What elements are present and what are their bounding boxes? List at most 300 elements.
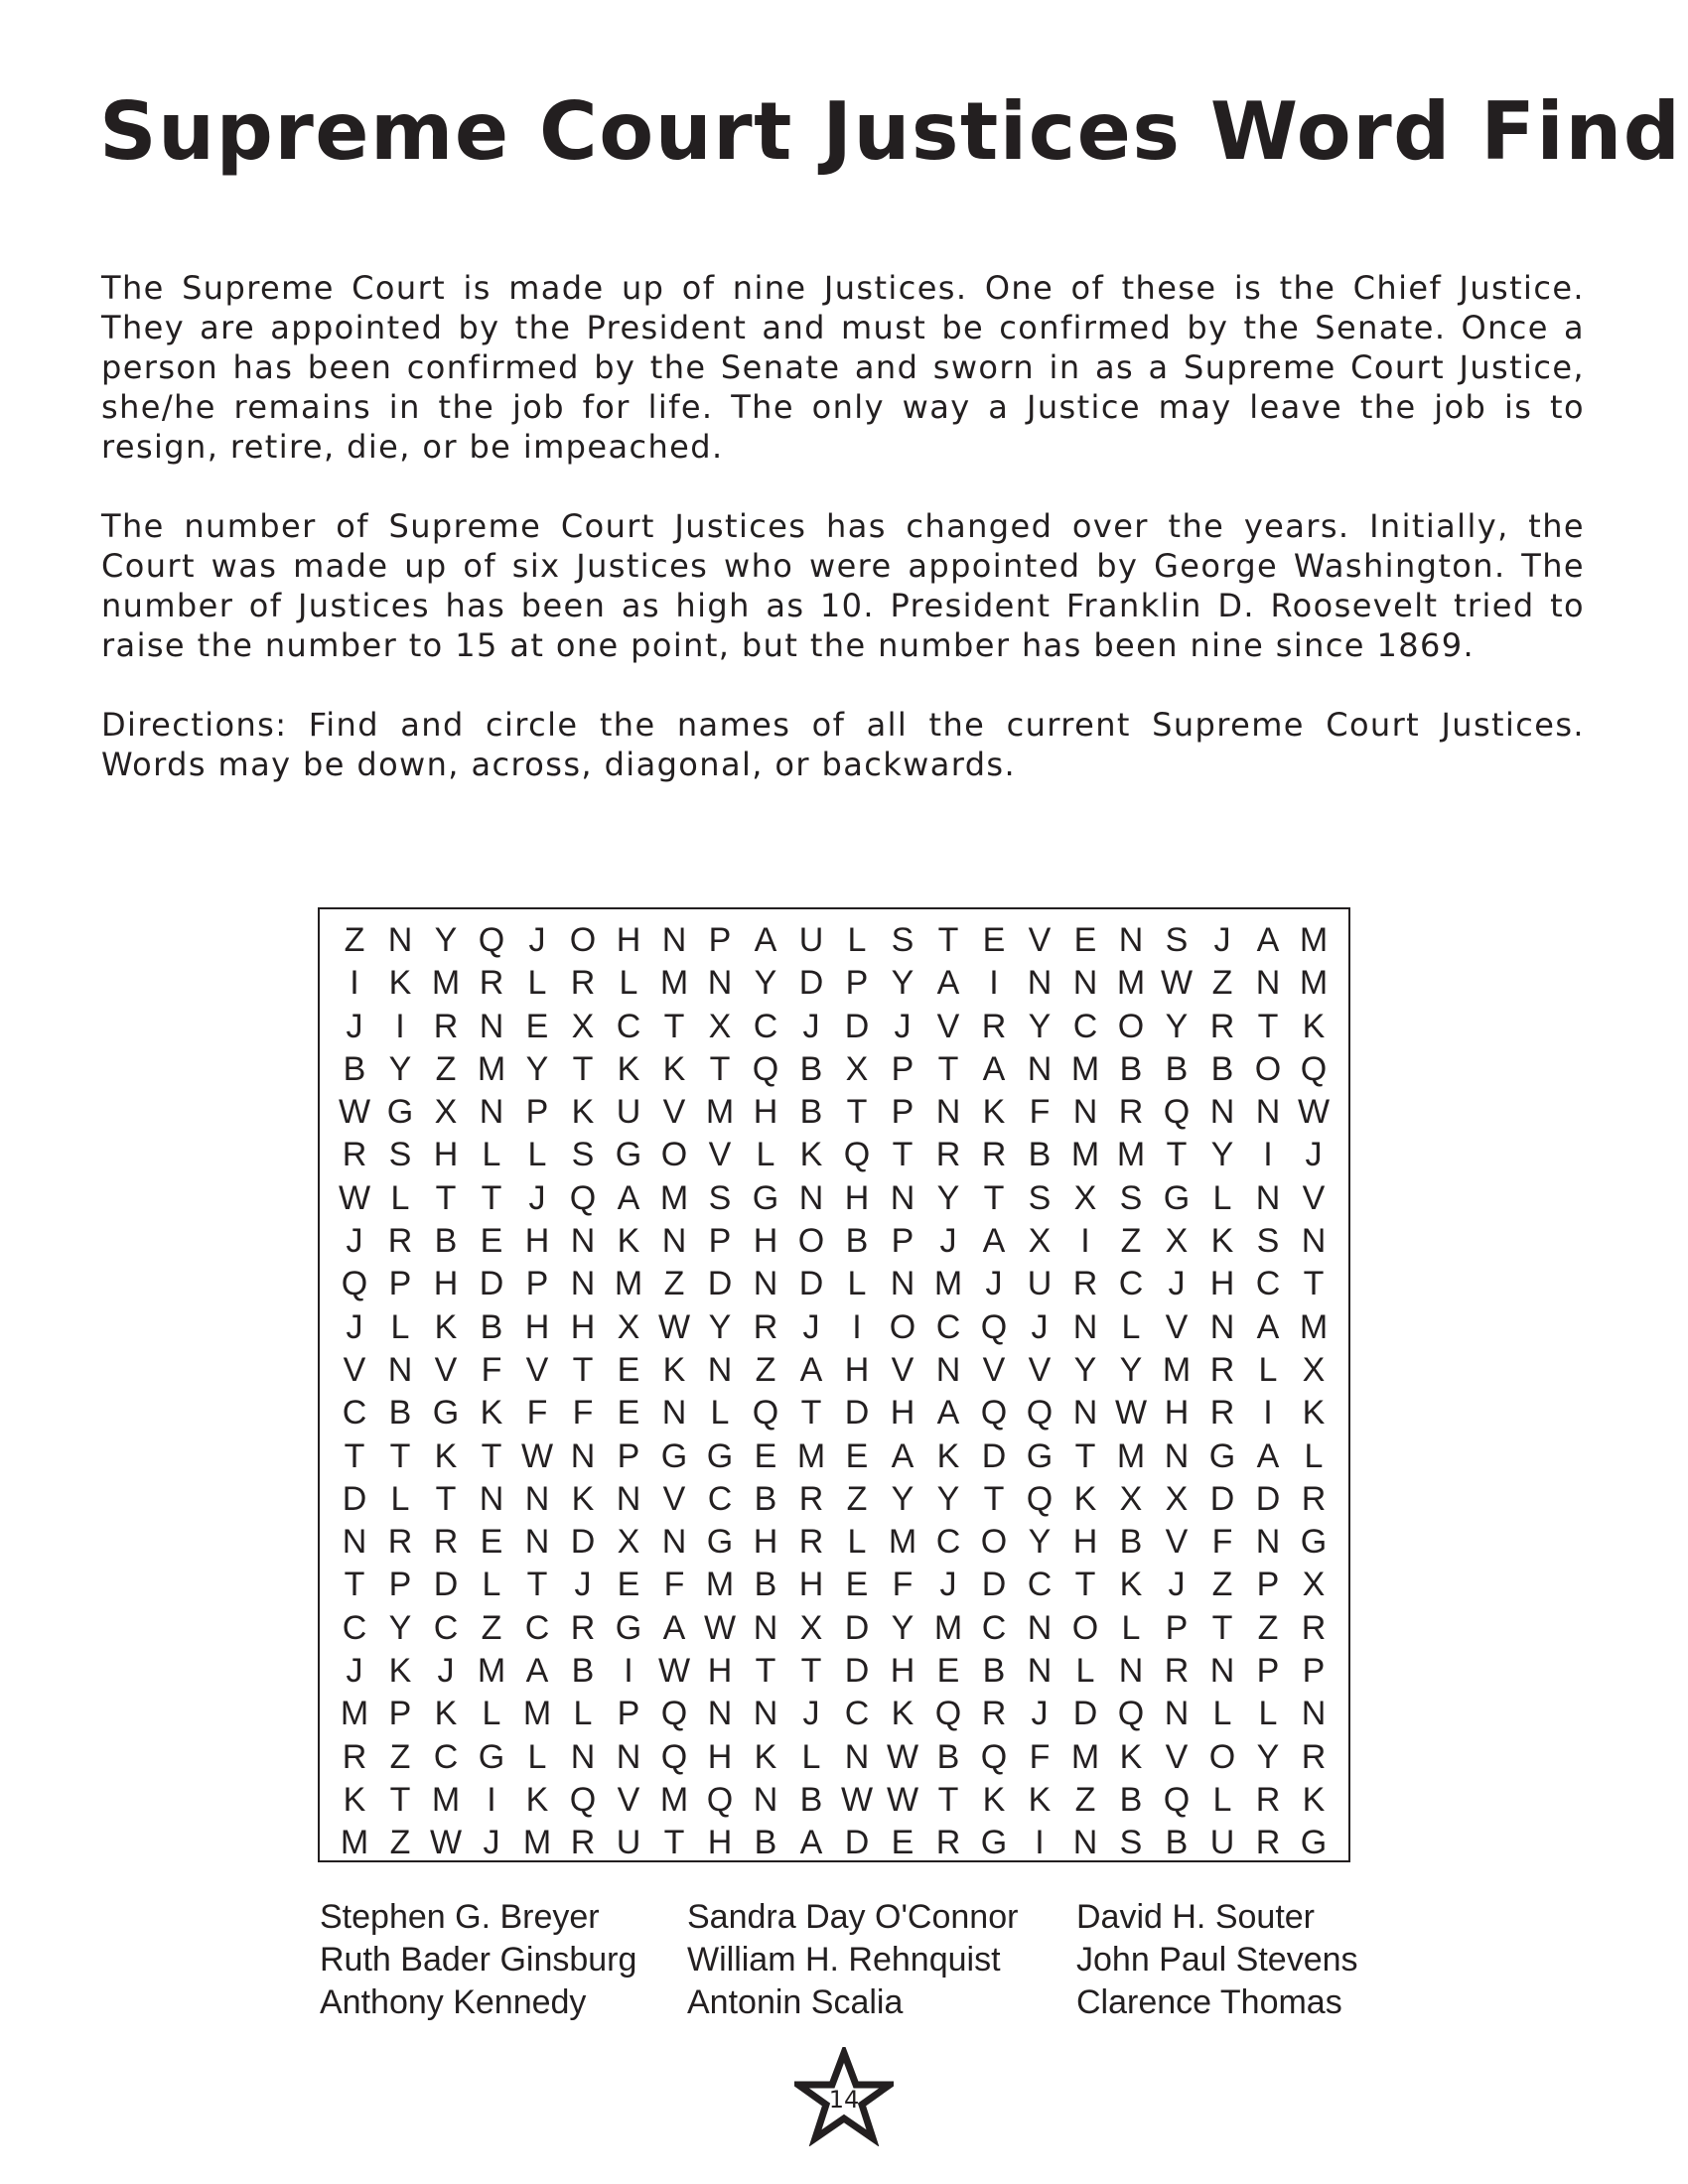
grid-letter[interactable]: X — [1165, 1479, 1189, 1518]
grid-letter[interactable]: D — [798, 964, 824, 1003]
grid-letter[interactable]: K — [1119, 1566, 1143, 1604]
grid-letter[interactable]: L — [390, 1178, 410, 1217]
grid-letter[interactable]: L — [482, 1136, 501, 1174]
grid-letter[interactable]: M — [522, 1695, 552, 1733]
grid-letter[interactable]: C — [342, 1394, 367, 1433]
grid-letter[interactable]: Y — [1028, 1523, 1052, 1562]
grid-letter[interactable]: B — [799, 1780, 823, 1819]
grid-letter[interactable]: N — [1072, 1824, 1098, 1862]
grid-letter[interactable]: D — [570, 1523, 596, 1562]
grid-letter[interactable]: X — [799, 1608, 823, 1647]
grid-letter[interactable]: N — [661, 1222, 687, 1261]
grid-letter[interactable]: Q — [980, 1394, 1008, 1433]
grid-letter[interactable]: Z — [846, 1479, 868, 1518]
grid-letter[interactable]: N — [570, 1436, 596, 1475]
grid-letter[interactable]: N — [524, 1479, 550, 1518]
grid-letter[interactable]: T — [937, 921, 959, 959]
grid-letter[interactable]: C — [935, 1307, 961, 1346]
grid-letter[interactable]: V — [434, 1350, 458, 1389]
grid-letter[interactable]: R — [1255, 1780, 1281, 1819]
grid-letter[interactable]: T — [937, 1780, 959, 1819]
grid-letter[interactable]: M — [614, 1265, 643, 1303]
grid-letter[interactable]: U — [616, 1093, 641, 1132]
grid-letter[interactable]: B — [1165, 1824, 1189, 1862]
grid-letter[interactable]: G — [1208, 1436, 1236, 1475]
grid-letter[interactable]: R — [433, 1007, 459, 1045]
grid-letter[interactable]: E — [891, 1824, 914, 1862]
grid-letter[interactable]: Y — [434, 921, 458, 959]
grid-letter[interactable]: H — [890, 1652, 915, 1691]
grid-letter[interactable]: Z — [1120, 1222, 1142, 1261]
grid-letter[interactable]: J — [1168, 1566, 1186, 1604]
grid-letter[interactable]: K — [891, 1695, 914, 1733]
grid-letter[interactable]: M — [888, 1523, 917, 1562]
grid-letter[interactable]: L — [1121, 1608, 1141, 1647]
grid-letter[interactable]: V — [1028, 921, 1052, 959]
grid-letter[interactable]: S — [1119, 1178, 1143, 1217]
grid-letter[interactable]: C — [616, 1007, 641, 1045]
grid-letter[interactable]: N — [798, 1178, 824, 1217]
grid-letter[interactable]: O — [569, 921, 597, 959]
grid-letter[interactable]: A — [982, 1222, 1006, 1261]
grid-letter[interactable]: F — [1029, 1093, 1051, 1132]
grid-letter[interactable]: P — [1256, 1652, 1280, 1691]
grid-letter[interactable]: Q — [843, 1136, 871, 1174]
grid-letter[interactable]: H — [753, 1523, 778, 1562]
grid-letter[interactable]: N — [1301, 1695, 1327, 1733]
grid-letter[interactable]: N — [1072, 1307, 1098, 1346]
grid-letter[interactable]: N — [387, 1350, 413, 1389]
grid-letter[interactable]: V — [708, 1136, 732, 1174]
grid-letter[interactable]: R — [1301, 1479, 1327, 1518]
grid-letter[interactable]: N — [1209, 1652, 1235, 1691]
grid-letter[interactable]: L — [756, 1136, 775, 1174]
grid-letter[interactable]: E — [845, 1566, 869, 1604]
grid-letter[interactable]: K — [1028, 1780, 1052, 1819]
grid-letter[interactable]: J — [346, 1222, 363, 1261]
grid-letter[interactable]: T — [937, 1049, 959, 1088]
grid-letter[interactable]: T — [892, 1136, 914, 1174]
grid-letter[interactable]: X — [845, 1049, 869, 1088]
grid-letter[interactable]: V — [617, 1780, 640, 1819]
grid-letter[interactable]: A — [982, 1049, 1006, 1088]
grid-letter[interactable]: L — [1258, 1695, 1278, 1733]
grid-letter[interactable]: L — [1212, 1178, 1232, 1217]
grid-letter[interactable]: J — [1031, 1695, 1049, 1733]
grid-letter[interactable]: K — [982, 1093, 1006, 1132]
grid-letter[interactable]: Z — [1211, 964, 1233, 1003]
grid-letter[interactable]: M — [659, 964, 689, 1003]
grid-letter[interactable]: X — [617, 1307, 640, 1346]
grid-letter[interactable]: T — [663, 1007, 685, 1045]
grid-letter[interactable]: Y — [1119, 1350, 1143, 1389]
grid-letter[interactable]: M — [340, 1695, 369, 1733]
grid-letter[interactable]: Q — [1026, 1394, 1054, 1433]
grid-letter[interactable]: G — [1163, 1178, 1191, 1217]
grid-letter[interactable]: N — [661, 1523, 687, 1562]
grid-letter[interactable]: P — [845, 964, 869, 1003]
grid-letter[interactable]: R — [753, 1307, 778, 1346]
grid-letter[interactable]: C — [935, 1523, 961, 1562]
grid-letter[interactable]: N — [1118, 921, 1144, 959]
grid-letter[interactable]: F — [892, 1566, 914, 1604]
grid-letter[interactable]: N — [1209, 1093, 1235, 1132]
grid-letter[interactable]: P — [1302, 1652, 1326, 1691]
grid-letter[interactable]: I — [395, 1007, 405, 1045]
grid-letter[interactable]: Q — [1163, 1780, 1191, 1819]
grid-letter[interactable]: T — [983, 1479, 1005, 1518]
grid-letter[interactable]: K — [936, 1436, 960, 1475]
grid-letter[interactable]: A — [1256, 1307, 1280, 1346]
grid-letter[interactable]: N — [570, 1265, 596, 1303]
grid-letter[interactable]: Q — [660, 1737, 688, 1776]
grid-letter[interactable]: X — [1302, 1566, 1326, 1604]
grid-letter[interactable]: L — [847, 1265, 867, 1303]
grid-letter[interactable]: H — [1072, 1523, 1098, 1562]
grid-letter[interactable]: H — [433, 1136, 459, 1174]
grid-letter[interactable]: S — [1028, 1178, 1052, 1217]
grid-letter[interactable]: D — [844, 1652, 870, 1691]
grid-letter[interactable]: J — [985, 1265, 1003, 1303]
grid-letter[interactable]: Z — [435, 1049, 457, 1088]
grid-letter[interactable]: M — [1070, 1737, 1100, 1776]
grid-letter[interactable]: N — [661, 921, 687, 959]
grid-letter[interactable]: J — [1213, 921, 1231, 959]
grid-letter[interactable]: R — [1164, 1652, 1190, 1691]
grid-letter[interactable]: M — [933, 1265, 963, 1303]
grid-letter[interactable]: N — [890, 1265, 915, 1303]
grid-letter[interactable]: K — [1073, 1479, 1097, 1518]
grid-letter[interactable]: N — [342, 1523, 367, 1562]
grid-letter[interactable]: V — [982, 1350, 1006, 1389]
grid-letter[interactable]: T — [1074, 1436, 1096, 1475]
grid-letter[interactable]: E — [845, 1436, 869, 1475]
grid-letter[interactable]: Z — [481, 1608, 502, 1647]
grid-letter[interactable]: G — [478, 1737, 505, 1776]
grid-letter[interactable]: C — [524, 1608, 550, 1647]
grid-letter[interactable]: V — [936, 1007, 960, 1045]
grid-letter[interactable]: Y — [1165, 1007, 1189, 1045]
grid-letter[interactable]: Q — [569, 1780, 597, 1819]
grid-letter[interactable]: J — [346, 1307, 363, 1346]
grid-letter[interactable]: R — [342, 1136, 367, 1174]
grid-letter[interactable]: O — [980, 1523, 1008, 1562]
grid-letter[interactable]: S — [891, 921, 914, 959]
grid-letter[interactable]: K — [480, 1394, 503, 1433]
grid-letter[interactable]: A — [754, 921, 777, 959]
grid-letter[interactable]: Q — [1117, 1695, 1145, 1733]
grid-letter[interactable]: A — [799, 1350, 823, 1389]
grid-letter[interactable]: P — [388, 1566, 412, 1604]
grid-letter[interactable]: J — [894, 1007, 912, 1045]
grid-letter[interactable]: K — [343, 1780, 366, 1819]
grid-letter[interactable]: V — [1165, 1737, 1189, 1776]
grid-letter[interactable]: P — [708, 1222, 732, 1261]
grid-letter[interactable]: R — [1072, 1265, 1098, 1303]
grid-letter[interactable]: L — [1075, 1652, 1095, 1691]
grid-letter[interactable]: L — [847, 1523, 867, 1562]
grid-letter[interactable]: Y — [1210, 1136, 1234, 1174]
grid-letter[interactable]: Y — [891, 1608, 914, 1647]
grid-letter[interactable]: W — [1297, 1093, 1331, 1132]
grid-letter[interactable]: M — [1116, 1436, 1146, 1475]
grid-letter[interactable]: X — [1028, 1222, 1052, 1261]
grid-letter[interactable]: M — [796, 1436, 826, 1475]
grid-letter[interactable]: L — [1212, 1695, 1232, 1733]
grid-letter[interactable]: N — [1255, 964, 1281, 1003]
grid-letter[interactable]: G — [432, 1394, 460, 1433]
grid-letter[interactable]: E — [617, 1566, 640, 1604]
grid-letter[interactable]: X — [1073, 1178, 1097, 1217]
grid-letter[interactable]: E — [1073, 921, 1097, 959]
grid-letter[interactable]: N — [707, 964, 733, 1003]
grid-letter[interactable]: N — [753, 1695, 778, 1733]
grid-letter[interactable]: J — [346, 1007, 363, 1045]
grid-letter[interactable]: I — [1263, 1136, 1273, 1174]
grid-letter[interactable]: Y — [525, 1049, 549, 1088]
grid-letter[interactable]: B — [1028, 1136, 1052, 1174]
grid-letter[interactable]: Q — [1026, 1479, 1054, 1518]
grid-letter[interactable]: P — [617, 1695, 640, 1733]
grid-letter[interactable]: N — [479, 1479, 504, 1518]
grid-letter[interactable]: H — [570, 1307, 596, 1346]
grid-letter[interactable]: X — [1302, 1350, 1326, 1389]
grid-letter[interactable]: N — [1301, 1222, 1327, 1261]
grid-letter[interactable]: L — [1304, 1436, 1324, 1475]
grid-letter[interactable]: T — [435, 1479, 457, 1518]
grid-letter[interactable]: M — [705, 1566, 735, 1604]
grid-letter[interactable]: V — [343, 1350, 366, 1389]
grid-letter[interactable]: K — [754, 1737, 777, 1776]
grid-letter[interactable]: N — [935, 1093, 961, 1132]
grid-letter[interactable]: N — [1255, 1093, 1281, 1132]
grid-letter[interactable]: T — [481, 1178, 502, 1217]
grid-letter[interactable]: T — [709, 1049, 731, 1088]
grid-letter[interactable]: I — [1263, 1394, 1273, 1433]
grid-letter[interactable]: N — [1209, 1307, 1235, 1346]
grid-letter[interactable]: U — [798, 921, 824, 959]
grid-letter[interactable]: H — [890, 1394, 915, 1433]
grid-letter[interactable]: K — [982, 1780, 1006, 1819]
grid-letter[interactable]: H — [1164, 1394, 1190, 1433]
grid-letter[interactable]: R — [570, 964, 596, 1003]
grid-letter[interactable]: H — [524, 1307, 550, 1346]
grid-letter[interactable]: B — [1119, 1523, 1143, 1562]
grid-letter[interactable]: Y — [1256, 1737, 1280, 1776]
grid-letter[interactable]: D — [433, 1566, 459, 1604]
grid-letter[interactable]: Q — [934, 1695, 962, 1733]
grid-letter[interactable]: R — [479, 964, 504, 1003]
grid-letter[interactable]: V — [1165, 1307, 1189, 1346]
grid-letter[interactable]: J — [1031, 1307, 1049, 1346]
grid-letter[interactable]: V — [1165, 1523, 1189, 1562]
grid-letter[interactable]: R — [570, 1608, 596, 1647]
grid-letter[interactable]: E — [617, 1394, 640, 1433]
grid-letter[interactable]: D — [479, 1265, 504, 1303]
grid-letter[interactable]: Z — [1257, 1608, 1279, 1647]
grid-letter[interactable]: N — [753, 1608, 778, 1647]
grid-letter[interactable]: V — [525, 1350, 549, 1389]
grid-letter[interactable]: K — [617, 1049, 640, 1088]
grid-letter[interactable]: Q — [569, 1178, 597, 1217]
grid-letter[interactable]: N — [570, 1737, 596, 1776]
grid-letter[interactable]: S — [1119, 1824, 1143, 1862]
grid-letter[interactable]: B — [571, 1652, 595, 1691]
grid-letter[interactable]: X — [571, 1007, 595, 1045]
grid-letter[interactable]: N — [616, 1737, 641, 1776]
grid-letter[interactable]: W — [657, 1652, 691, 1691]
grid-letter[interactable]: T — [1303, 1265, 1325, 1303]
grid-letter[interactable]: N — [616, 1479, 641, 1518]
grid-letter[interactable]: C — [1118, 1265, 1144, 1303]
grid-letter[interactable]: T — [800, 1394, 822, 1433]
grid-letter[interactable]: R — [1209, 1350, 1235, 1389]
grid-letter[interactable]: J — [346, 1652, 363, 1691]
grid-letter[interactable]: O — [1071, 1608, 1099, 1647]
grid-letter[interactable]: S — [708, 1178, 732, 1217]
grid-letter[interactable]: R — [387, 1222, 413, 1261]
grid-letter[interactable]: G — [1300, 1824, 1328, 1862]
grid-letter[interactable]: M — [522, 1824, 552, 1862]
grid-letter[interactable]: G — [1026, 1436, 1054, 1475]
grid-letter[interactable]: T — [1166, 1136, 1188, 1174]
grid-letter[interactable]: Y — [1028, 1007, 1052, 1045]
grid-letter[interactable]: C — [753, 1007, 778, 1045]
grid-letter[interactable]: X — [1165, 1222, 1189, 1261]
grid-letter[interactable]: L — [1258, 1350, 1278, 1389]
grid-letter[interactable]: J — [1305, 1136, 1323, 1174]
grid-letter[interactable]: K — [1302, 1780, 1326, 1819]
grid-letter[interactable]: R — [981, 1136, 1007, 1174]
grid-letter[interactable]: K — [388, 964, 412, 1003]
grid-letter[interactable]: K — [1210, 1222, 1234, 1261]
grid-letter[interactable]: D — [1072, 1695, 1098, 1733]
grid-letter[interactable]: I — [989, 964, 999, 1003]
grid-letter[interactable]: T — [389, 1436, 411, 1475]
grid-letter[interactable]: M — [1116, 1136, 1146, 1174]
grid-letter[interactable]: J — [802, 1695, 820, 1733]
grid-letter[interactable]: F — [572, 1394, 594, 1433]
grid-letter[interactable]: Y — [936, 1479, 960, 1518]
grid-letter[interactable]: J — [1168, 1265, 1186, 1303]
grid-letter[interactable]: K — [571, 1479, 595, 1518]
grid-letter[interactable]: L — [801, 1737, 821, 1776]
grid-letter[interactable]: M — [659, 1178, 689, 1217]
grid-letter[interactable]: H — [798, 1566, 824, 1604]
grid-letter[interactable]: F — [663, 1566, 685, 1604]
grid-letter[interactable]: R — [798, 1479, 824, 1518]
grid-letter[interactable]: C — [1255, 1265, 1281, 1303]
grid-letter[interactable]: A — [936, 964, 960, 1003]
grid-letter[interactable]: F — [481, 1350, 502, 1389]
grid-letter[interactable]: J — [939, 1222, 957, 1261]
grid-letter[interactable]: Q — [660, 1695, 688, 1733]
grid-letter[interactable]: J — [802, 1007, 820, 1045]
grid-letter[interactable]: D — [1255, 1479, 1281, 1518]
grid-letter[interactable]: H — [753, 1093, 778, 1132]
grid-letter[interactable]: L — [1212, 1780, 1232, 1819]
grid-letter[interactable]: Z — [755, 1350, 776, 1389]
grid-letter[interactable]: B — [754, 1824, 777, 1862]
grid-letter[interactable]: B — [343, 1049, 366, 1088]
grid-letter[interactable]: N — [707, 1695, 733, 1733]
grid-letter[interactable]: K — [799, 1136, 823, 1174]
grid-letter[interactable]: B — [1210, 1049, 1234, 1088]
grid-letter[interactable]: O — [889, 1307, 916, 1346]
grid-letter[interactable]: M — [933, 1608, 963, 1647]
grid-letter[interactable]: H — [844, 1178, 870, 1217]
grid-letter[interactable]: G — [706, 1523, 734, 1562]
grid-letter[interactable]: J — [528, 1178, 546, 1217]
grid-letter[interactable]: I — [852, 1307, 862, 1346]
grid-letter[interactable]: C — [707, 1479, 733, 1518]
grid-letter[interactable]: R — [1118, 1093, 1144, 1132]
grid-letter[interactable]: P — [1256, 1566, 1280, 1604]
grid-letter[interactable]: Z — [663, 1265, 685, 1303]
grid-letter[interactable]: K — [434, 1307, 458, 1346]
grid-letter[interactable]: P — [1165, 1608, 1189, 1647]
grid-letter[interactable]: T — [800, 1652, 822, 1691]
grid-letter[interactable]: N — [1027, 1652, 1053, 1691]
grid-letter[interactable]: J — [528, 921, 546, 959]
grid-letter[interactable]: W — [520, 1436, 554, 1475]
grid-letter[interactable]: A — [525, 1652, 549, 1691]
grid-letter[interactable]: N — [753, 1780, 778, 1819]
grid-letter[interactable]: R — [570, 1824, 596, 1862]
grid-letter[interactable]: D — [1209, 1479, 1235, 1518]
grid-letter[interactable]: L — [527, 964, 547, 1003]
grid-letter[interactable]: N — [479, 1093, 504, 1132]
grid-letter[interactable]: A — [1256, 1436, 1280, 1475]
grid-letter[interactable]: T — [1257, 1007, 1279, 1045]
grid-letter[interactable]: W — [1160, 964, 1194, 1003]
grid-letter[interactable]: L — [619, 964, 638, 1003]
grid-letter[interactable]: R — [433, 1523, 459, 1562]
grid-letter[interactable]: H — [707, 1652, 733, 1691]
grid-letter[interactable]: P — [525, 1265, 549, 1303]
grid-letter[interactable]: M — [1116, 964, 1146, 1003]
grid-letter[interactable]: J — [437, 1652, 455, 1691]
grid-letter[interactable]: M — [431, 964, 461, 1003]
grid-letter[interactable]: X — [1119, 1479, 1143, 1518]
grid-letter[interactable]: G — [615, 1608, 642, 1647]
grid-letter[interactable]: V — [1302, 1178, 1326, 1217]
grid-letter[interactable]: J — [802, 1307, 820, 1346]
grid-letter[interactable]: K — [617, 1222, 640, 1261]
grid-letter[interactable]: Z — [344, 921, 365, 959]
grid-letter[interactable]: N — [707, 1350, 733, 1389]
grid-letter[interactable]: D — [342, 1479, 367, 1518]
grid-letter[interactable]: E — [617, 1350, 640, 1389]
grid-letter[interactable]: S — [388, 1136, 412, 1174]
grid-letter[interactable]: B — [799, 1049, 823, 1088]
grid-letter[interactable]: V — [662, 1479, 686, 1518]
grid-letter[interactable]: W — [338, 1093, 371, 1132]
grid-letter[interactable]: F — [1211, 1523, 1233, 1562]
grid-letter[interactable]: Y — [388, 1608, 412, 1647]
grid-letter[interactable]: R — [1301, 1608, 1327, 1647]
grid-letter[interactable]: K — [434, 1436, 458, 1475]
grid-letter[interactable]: I — [1080, 1222, 1090, 1261]
grid-letter[interactable]: N — [1255, 1178, 1281, 1217]
grid-letter[interactable]: K — [388, 1652, 412, 1691]
grid-letter[interactable]: W — [657, 1307, 691, 1346]
grid-letter[interactable]: O — [1117, 1007, 1145, 1045]
grid-letter[interactable]: T — [344, 1566, 365, 1604]
grid-letter[interactable]: Q — [980, 1307, 1008, 1346]
grid-letter[interactable]: Q — [980, 1737, 1008, 1776]
grid-letter[interactable]: I — [624, 1652, 633, 1691]
